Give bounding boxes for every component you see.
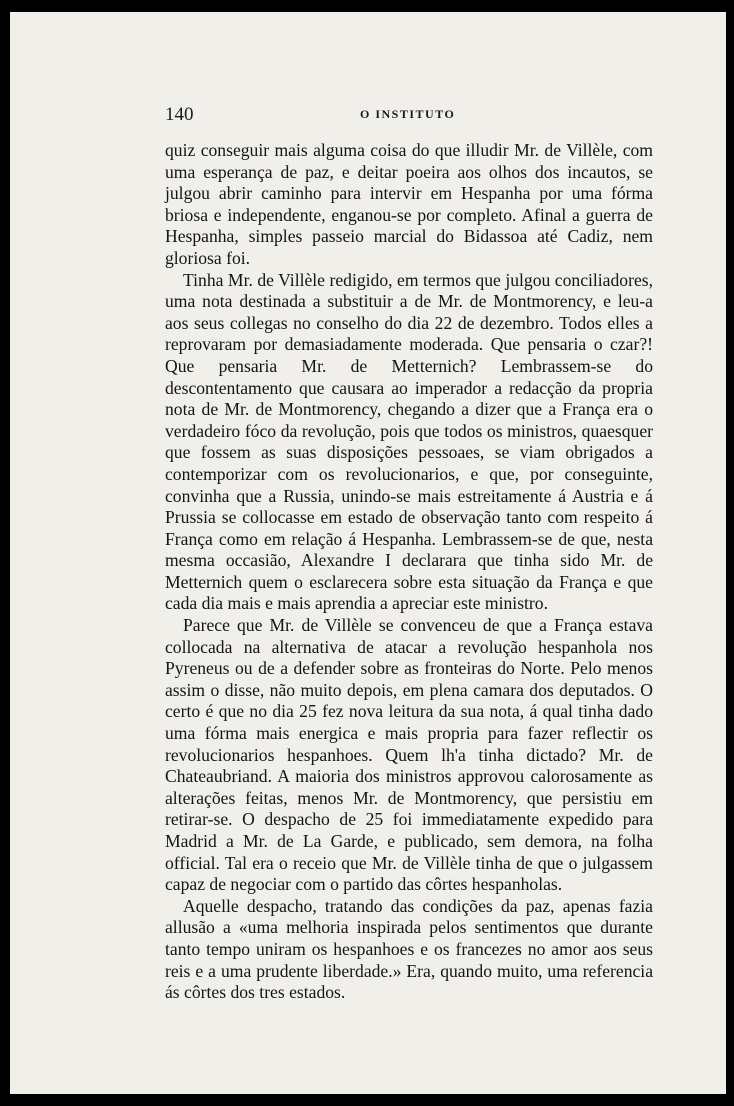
paragraph-1: quiz conseguir mais alguma coisa do que illudir Mr. de Villèle, com uma esperança de paz, e deitar poeira aos olhos dos incautos, se julgou abrir caminho para intervir em Hespanha por uma fórma briosa e independente, enganou-se por completo. Afinal a guerra de Hespanha, simples passeio marcial do Bidassoa até Cadiz, nem gloriosa foi. xyxy=(165,140,653,268)
body-text xyxy=(165,140,653,1004)
book-page xyxy=(10,12,726,1094)
paragraph-3: Parece que Mr. de Villèle se convenceu de que a França estava collocada na alternativa de atacar a revolução hespanhola nos Pyreneus ou de a defender sobre as fronteiras do Norte. Pelo menos assim o disse, não muito depois, em plena camara dos deputados. O certo é que no dia 25 fez nova leitura da sua nota, á qual tinha dado uma fórma mais energica e mais propria para fazer reflectir os revolucionarios hespanhoes. Quem lh'a tinha dictado? Mr. de Chateaubriand. A maioria dos ministros approvou calorosamente as alterações feitas, menos Mr. de Montmorency, que persistiu em retirar-se. O despacho de 25 foi immediatamente expedido para Madrid a Mr. de La Garde, e publicado, sem demora, na folha official. Tal era o receio que Mr. de Villèle tinha de que o julgassem capaz de negociar com o partido das côrtes hespanholas. xyxy=(165,615,653,895)
running-head xyxy=(165,104,655,128)
paragraph-4: Aquelle despacho, tratando das condições da paz, apenas fazia allusão a «uma melhoria inspirada pelos sentimentos que durante tanto tempo uniram os hespanhoes e os francezes no amor aos seus reis e a uma prudente liberdade.» Era, quando muito, uma referencia ás côrtes dos tres estados. xyxy=(165,895,653,1003)
paragraph-2: Tinha Mr. de Villèle redigido, em termos que julgou conciliadores, uma nota destinada a substituir a de Mr. de Montmorency, e leu-a aos seus collegas no conselho do dia 22 de dezembro. Todos elles a reprovaram por demasiadamente moderada. Que pensaria o czar?! Que pensaria Mr. de Metternich? Lembrassem-se do descontentamento que causara ao imperador a redacção da propria nota de Mr. de Montmorency, chegando a dizer que a França era o verdadeiro fóco da revolução, pois que todos os ministros, quaesquer que fossem as suas disposições pessoaes, se viam obrigados a contemporizar com os revolucionarios, e que, por conseguinte, convinha que a Russia, unindo-se mais estreitamente á Austria e á Prussia se collocasse em estado de observação tanto com respeito á França como em relação á Hespanha. Lembrassem-se de que, nesta mesma occasião, Alexandre I declarara que tinha sido Mr. de Metternich quem o esclarecera sobre esta situação da França e que cada dia mais e mais aprendia a apreciar este ministro. xyxy=(165,269,653,614)
journal-title: O INSTITUTO xyxy=(360,107,456,121)
page-number: 140 xyxy=(165,104,194,125)
